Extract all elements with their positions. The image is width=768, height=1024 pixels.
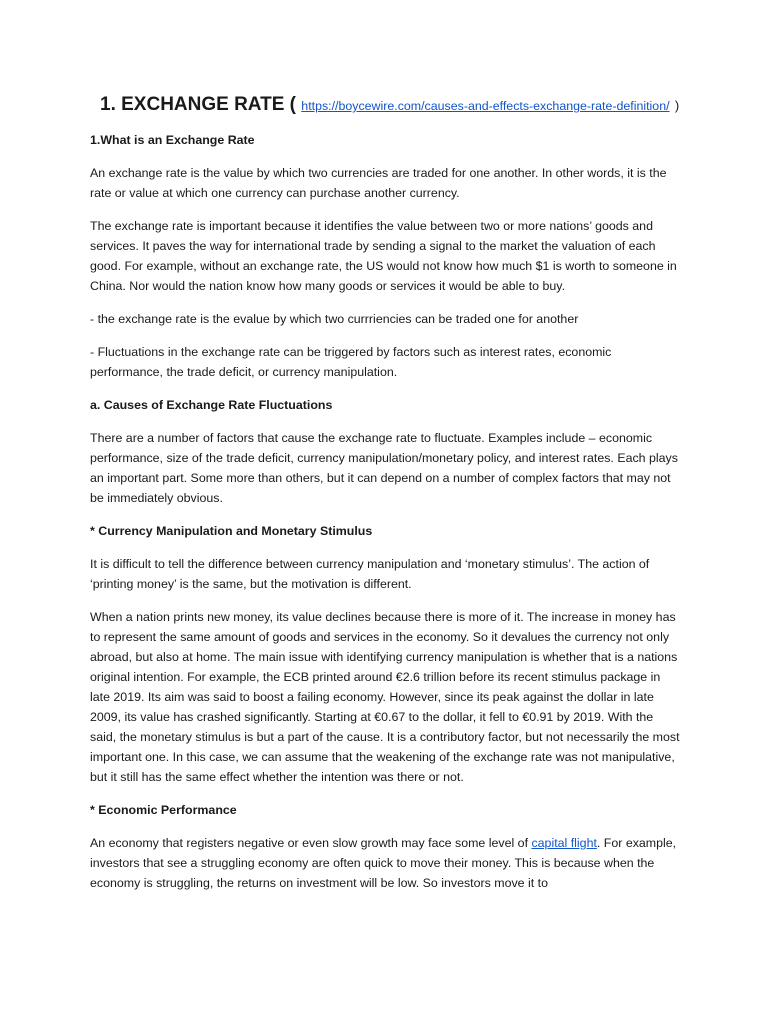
paragraph-text-end: . For example, investors that see a struggling economy are often quick to move their money. This is because when the economy is struggling, the returns on investment will be low. So investors move it to: [90, 836, 677, 890]
subsection-title-economic-performance: * Economic Performance: [90, 803, 237, 817]
heading-title: 1. EXCHANGE RATE (: [100, 94, 297, 115]
document-page: [90, 92, 680, 906]
paragraph-printing-money: When a nation prints new money, its value declines because there is more of it. The increase in money has to represent the same amount of goods and services in the economy. So it devalues the currency not only abroad, but also at home. The main issue with identifying currency manipulation is whether that is a nations original intention. For example, the ECB printed around €2.6 trillion before its recent stimulus package in late 2019. Its aim was said to boost a failing economy. However, since its peak against the dollar in late 2009, its value has crashed significantly. Starting at €0.67 to the dollar, it fell to €0.91 by 2019. With the said, the monetary stimulus is but a part of the cause. It is a contributory factor, but not necessarily the most important one. In this case, we can assume that the weakening of the exchange rate was not manipulative, but it still has the same effect whether the intention was there or not.: [90, 610, 680, 784]
subsection-title-currency-manipulation: * Currency Manipulation and Monetary Stimulus: [90, 524, 373, 538]
capital-flight-link[interactable]: capital flight: [531, 836, 597, 850]
paragraph-manipulation-vs-stimulus: It is difficult to tell the difference between currency manipulation and ‘monetary stimulus’. The action of ‘printing money’ is the same, but the motivation is different.: [90, 557, 650, 591]
paragraph-importance: The exchange rate is important because it identifies the value between two or more nations’ goods and services. It paves the way for international trade by sending a signal to the market the valuation of each good. For example, without an exchange rate, the US would not know how much $1 is worth to someone in China. Nor would the nation know how many goods or services it would be able to buy.: [90, 219, 677, 293]
section-title-what-is-exchange-rate: 1.What is an Exchange Rate: [90, 133, 255, 147]
paragraph-text-start: An economy that registers negative or even slow growth may face some level of: [90, 836, 532, 850]
paragraph-economic-performance: [90, 833, 680, 893]
source-link[interactable]: https://boycewire.com/causes-and-effects-exchange-rate-definition/: [301, 99, 670, 113]
paragraph-definition: An exchange rate is the value by which two currencies are traded for one another. In other words, it is the rate or value at which one currency can purchase another currency.: [90, 166, 667, 200]
heading-close-paren: ): [674, 98, 680, 113]
section-title-causes: a. Causes of Exchange Rate Fluctuations: [90, 398, 333, 412]
bullet-evalue: - the exchange rate is the evalue by which two currriencies can be traded one for another: [90, 312, 579, 326]
paragraph-factors: There are a number of factors that cause the exchange rate to fluctuate. Examples include – economic performance, size of the trade deficit, currency manipulation/monetary policy, and interest rates. Each plays an important part. Some more than others, but it can depend on a number of complex factors that may not be immediately obvious.: [90, 431, 678, 505]
bullet-fluctuations: - Fluctuations in the exchange rate can be triggered by factors such as interest rates, economic performance, the trade deficit, or currency manipulation.: [90, 345, 612, 379]
document-heading: [100, 92, 680, 119]
